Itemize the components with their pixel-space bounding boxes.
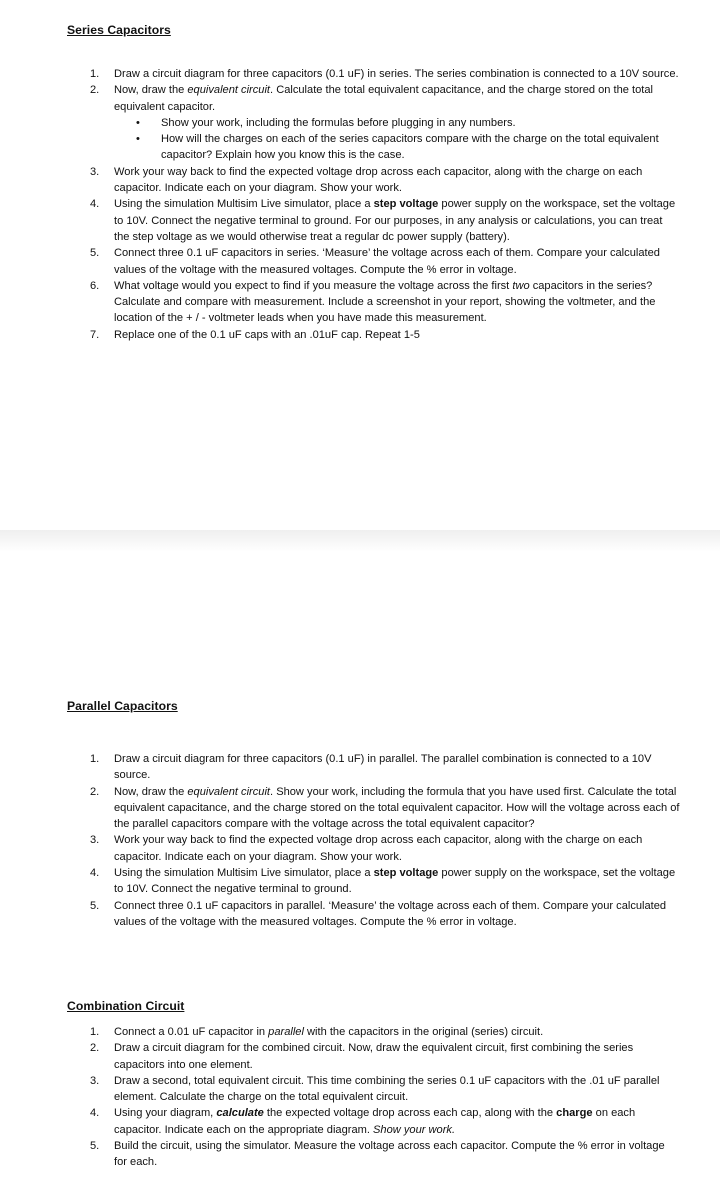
item-text: parallel [268,1026,304,1038]
item-text: Draw a circuit diagram for the combined circuit. Now, draw the equivalent circuit, first combining the series capacitors into one element. [114,1042,634,1071]
item-text: power supply on the workspace, set the voltage to 10V. Connect the negative terminal to ground. For our purposes, in any analysis or calculations, you can treat the step voltage as we would otherwise treat a regular dc power supply (battery). [114,198,676,243]
item-text: Work your way back to find the expected voltage drop across each capacitor, along with the charge on each capacitor. Indicate each on your diagram. Show your work. [114,834,643,863]
item-text: Draw a circuit diagram for three capacitors (0.1 uF) in series. The series combination is connected to a 10V source. [114,68,679,80]
item-number: 4. [90,198,100,211]
item-text: Show your work. [373,1123,456,1136]
list-item [90,66,680,82]
list-item [90,865,680,898]
item-number: 2. [90,1042,100,1055]
parallel-instructions-list [90,751,680,930]
bullet-text: Show your work, including the formulas before plugging in any numbers. [161,116,516,129]
item-number: 1. [90,1026,100,1038]
item-text: Connect a 0.01 uF capacitor in [114,1026,269,1038]
bullet-text: How will the charges on each of the series capacitors compare with the charge on the total equivalent capacitor? Explain how you know this is the case. [161,133,659,162]
item-text: power supply on the workspace, set the voltage to 10V. Connect the negative terminal to ground. [114,867,676,896]
item-text: What voltage would you expect to find if you measure the voltage across the first [114,279,513,292]
item-text: Replace one of the 0.1 uF caps with an .01uF cap. Repeat 1-5 [114,328,420,341]
item-number: 5. [90,899,100,912]
bullet-dot-icon: • [136,133,140,146]
list-item [90,245,680,278]
item-number: 2. [90,785,100,798]
item-number: 3. [90,1074,100,1087]
item-text: Draw a circuit diagram for three capacitors (0.1 uF) in parallel. The parallel combination is connected to a 10V source. [114,753,652,782]
page-separator [0,530,720,552]
list-item [90,196,680,245]
list-item [90,327,680,343]
list-item [90,784,680,833]
item-text: charge [556,1107,593,1120]
list-item [90,1105,680,1138]
combination-circuit-heading: Combination Circuit [67,999,185,1013]
item-text: the expected voltage drop across each cap, along with the [263,1107,557,1120]
item-number: 2. [90,84,100,97]
item-text: two [512,279,530,292]
bullet-list [114,115,680,164]
list-item [90,1024,680,1040]
parallel-capacitors-heading: Parallel Capacitors [67,699,178,713]
item-text: capacitors in the series? Calculate and compare with measurement. Include a screenshot in your report, showing the voltmeter, and the location of the + / - voltmeter leads when you have made this measurement. [114,279,656,325]
list-item [90,1073,680,1106]
item-number: 5. [90,1140,100,1153]
list-item [90,832,680,865]
item-number: 3. [90,834,100,847]
item-number: 4. [90,867,100,880]
page-1 [0,0,720,530]
list-item [90,1040,680,1073]
item-number: 5. [90,247,100,260]
item-text: equivalent circuit [187,785,271,798]
item-text: Now, draw the [114,84,188,97]
item-text: Connect three 0.1 uF capacitors in series. ‘Measure’ the voltage across each of them. Compare your calculated values of the voltage with the measured voltages. Compute the % error in voltage. [114,247,660,276]
bullet-item [114,115,680,131]
item-text: . Show your work, including the formula that you have used first. Calculate the total equivalent capacitance, and the charge stored on the total equivalent capacitor. How will the voltage across each of the parallel capacitors compare with the voltage across the total equivalent capacitor? [114,785,680,831]
item-text: step voltage [373,867,439,880]
item-text: . Calculate the total equivalent capacitance, and the charge stored on the total equivalent capacitor. [114,84,654,113]
combination-instructions-list [90,1024,680,1171]
list-item [90,1138,680,1171]
item-text: Work your way back to find the expected voltage drop across each capacitor, along with the charge on each capacitor. Indicate each on your diagram. Show your work. [114,165,643,195]
item-text-emphasis: calculate [216,1107,264,1120]
series-instructions-list [90,66,680,343]
item-text: Using your diagram, [114,1107,217,1120]
item-text: Now, draw the [114,785,188,798]
list-item [90,164,680,197]
bullet-item [114,131,680,164]
item-number: 4. [90,1107,100,1120]
list-item [90,278,680,327]
item-number: 1. [90,753,100,765]
item-text: Using the simulation Multisim Live simulator, place a [114,867,374,880]
item-text: equivalent circuit [187,84,271,97]
item-number: 7. [90,328,100,341]
series-capacitors-heading: Series Capacitors [67,23,171,37]
page-2 [0,552,720,1182]
list-item [90,82,680,163]
bullet-dot-icon: • [136,116,140,129]
item-text [216,1107,263,1119]
item-number: 3. [90,165,100,178]
item-text: on each capacitor. Indicate each on the appropriate diagram. [114,1107,636,1136]
item-text: step voltage [373,198,439,211]
item-text: Using the simulation Multisim Live simulator, place a [114,198,374,211]
item-number: 1. [90,68,100,80]
item-number: 6. [90,279,100,292]
item-text: Draw a second, total equivalent circuit. This time combining the series 0.1 uF capacitors with the .01 uF parallel element. Calculate the charge on the total equivalent circuit. [114,1074,660,1104]
item-text: Connect three 0.1 uF capacitors in parallel. ‘Measure’ the voltage across each of them. Compare your calculated values of the voltage with the measured voltages. Compute the % error in voltage. [114,899,667,928]
item-text: with the capacitors in the original (series) circuit. [303,1026,544,1038]
list-item [90,751,680,784]
list-item [90,898,680,931]
item-text: Build the circuit, using the simulator. Measure the voltage across each capacitor. Compute the % error in voltage for each. [114,1140,665,1169]
